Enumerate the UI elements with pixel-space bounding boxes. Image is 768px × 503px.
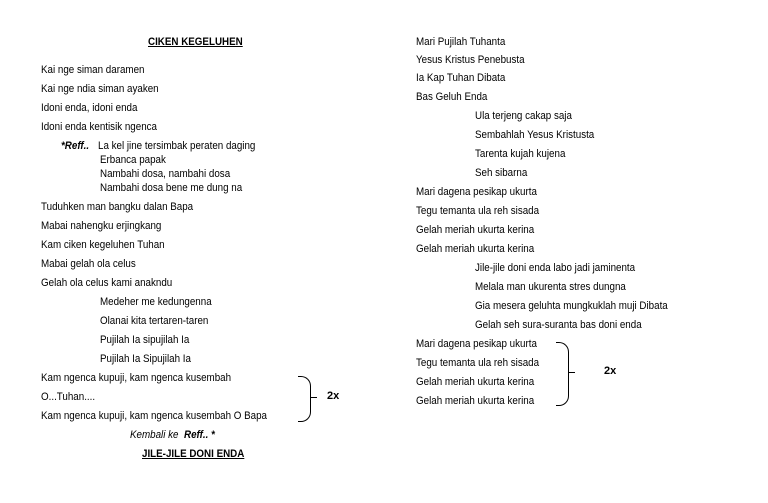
return-reff: Reff.. * xyxy=(184,429,215,441)
lyric-line: Tegu temanta ula reh sisada xyxy=(416,357,540,369)
lyric-line: Olanai kita tertaren-taren xyxy=(100,315,209,327)
repeat-count: 2x xyxy=(327,390,340,402)
lyric-line: Pujilah Ia sipujilah Ia xyxy=(100,334,190,346)
lyric-line: Medeher me kedungenna xyxy=(100,296,212,308)
lyric-line: Erbanca papak xyxy=(100,154,166,166)
lyric-line: Mari Pujilah Tuhanta xyxy=(416,36,506,48)
lyric-line: Kai nge siman daramen xyxy=(41,64,145,76)
lyric-line: Ula terjeng cakap saja xyxy=(475,110,572,122)
lyric-line: Sembahlah Yesus Kristusta xyxy=(475,129,595,141)
lyric-line: Nambahi dosa, nambahi dosa xyxy=(100,168,231,180)
lyric-line: Gelah meriah ukurta kerina xyxy=(416,224,535,236)
repeat-count: 2x xyxy=(604,365,617,377)
lyric-line: Yesus Kristus Penebusta xyxy=(416,54,525,66)
lyric-line: Kam ngenca kupuji, kam ngenca kusembah xyxy=(41,372,232,384)
lyric-line: Kam ngenca kupuji, kam ngenca kusembah O Bapa xyxy=(41,410,267,422)
lyric-line: Ia Kap Tuhan Dibata xyxy=(416,72,506,84)
lyric-line: Gelah ola celus kami anakndu xyxy=(41,277,173,289)
lyric-line: Jile-jile doni enda labo jadi jaminenta xyxy=(475,262,636,274)
bracket-tip xyxy=(311,397,317,398)
lyric-line: Tarenta kujah kujena xyxy=(475,148,566,160)
lyric-line: Nambahi dosa bene me dung na xyxy=(100,182,243,194)
lyric-line: Kam ciken kegeluhen Tuhan xyxy=(41,239,165,251)
lyric-line: Mari dagena pesikap ukurta xyxy=(416,338,537,350)
repeat-bracket xyxy=(556,342,569,406)
bracket-tip xyxy=(569,372,575,373)
lyric-line: Gelah seh sura-suranta bas doni enda xyxy=(475,319,642,331)
song-title: CIKEN KEGELUHEN xyxy=(148,36,243,48)
repeat-bracket xyxy=(298,376,311,422)
reff-label: *Reff.. xyxy=(61,140,90,152)
lyric-line: Bas Geluh Enda xyxy=(416,91,488,103)
lyric-line: Mabai gelah ola celus xyxy=(41,258,136,270)
lyric-line: Mari dagena pesikap ukurta xyxy=(416,186,537,198)
lyric-line: Idoni enda, idoni enda xyxy=(41,102,138,114)
lyric-line: Seh sibarna xyxy=(475,167,528,179)
lyric-line: Gelah meriah ukurta kerina xyxy=(416,395,535,407)
lyric-line: Tuduhken man bangku dalan Bapa xyxy=(41,201,194,213)
return-instruction: Kembali ke xyxy=(130,429,179,441)
lyric-line: Idoni enda kentisik ngenca xyxy=(41,121,158,133)
lyric-line: Kai nge ndia siman ayaken xyxy=(41,83,159,95)
next-song-title: JILE-JILE DONI ENDA xyxy=(142,448,245,460)
lyric-line: Pujilah Ia Sipujilah Ia xyxy=(100,353,191,365)
lyric-line: Melala man ukurenta stres dungna xyxy=(475,281,626,293)
lyric-line: Gia mesera geluhta mungkuklah muji Dibata xyxy=(475,300,668,312)
lyric-line: O...Tuhan.... xyxy=(41,391,96,403)
lyric-line: Tegu temanta ula reh sisada xyxy=(416,205,540,217)
lyric-line: Gelah meriah ukurta kerina xyxy=(416,243,535,255)
lyric-line: La kel jine tersimbak peraten daging xyxy=(98,140,256,152)
lyric-line: Gelah meriah ukurta kerina xyxy=(416,376,535,388)
lyric-line: Mabai nahengku erjingkang xyxy=(41,220,162,232)
